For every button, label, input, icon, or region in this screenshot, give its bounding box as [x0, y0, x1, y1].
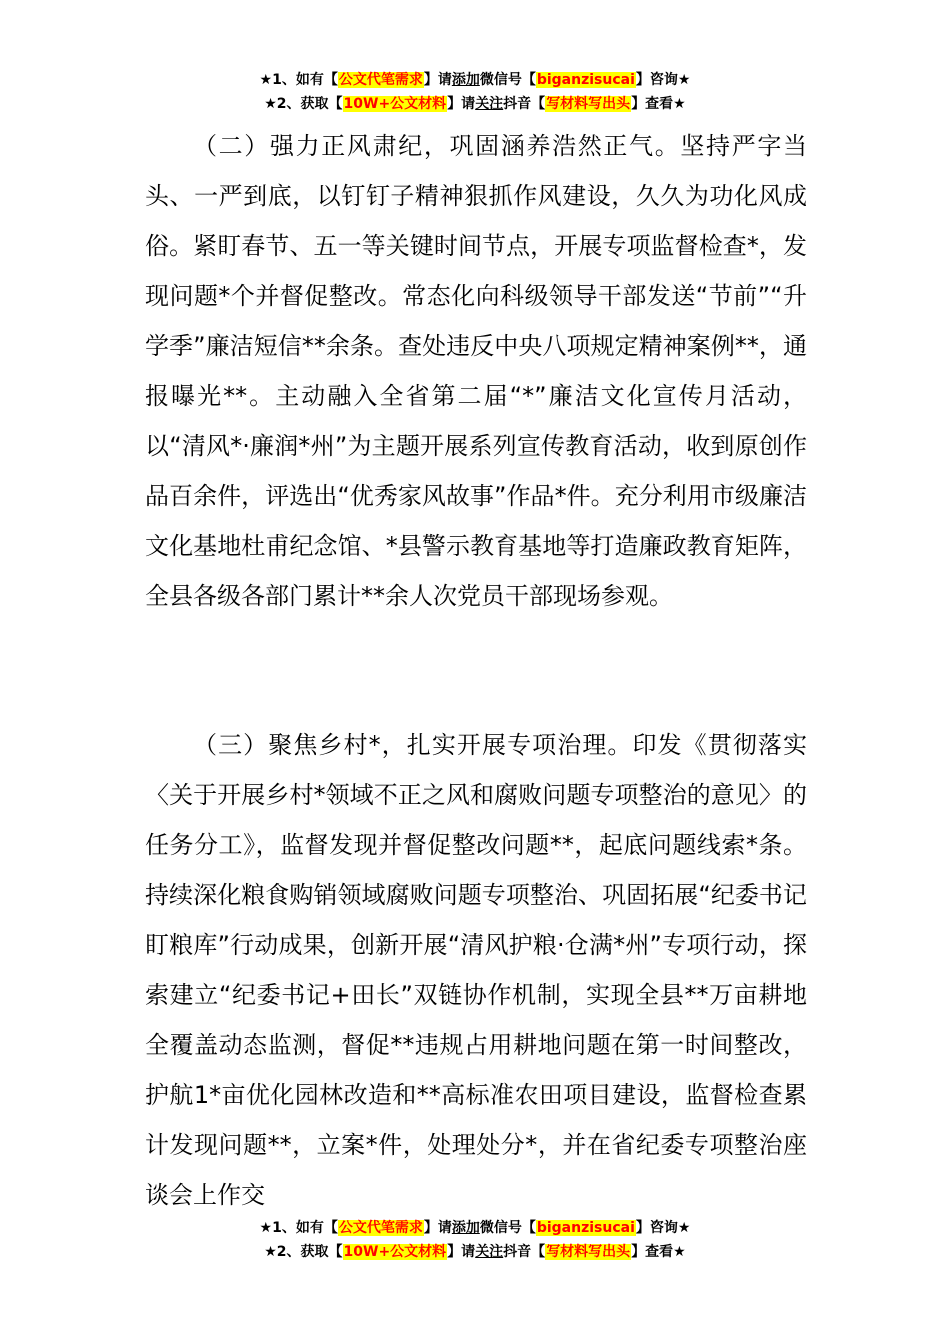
banner-text: 】查看★ [631, 96, 686, 112]
banner-text: 微信号【 [479, 1220, 536, 1236]
highlight-douyin-account: 写材料写出头 [546, 1244, 631, 1260]
banner-line-2 [0, 92, 950, 116]
banner-text: 】查看★ [631, 1244, 686, 1260]
banner-text: 微信号【 [479, 72, 536, 88]
banner-text: 】请 [447, 96, 476, 112]
banner-text: 】请 [447, 1244, 476, 1260]
highlight-wechat-id: biganzisucai [536, 72, 635, 88]
highlight-materials: 10W+公文材料 [343, 96, 447, 112]
banner-emphasis: 添加 [451, 1220, 480, 1236]
banner-line-1 [0, 1216, 950, 1240]
banner-text: 】请 [423, 72, 452, 88]
paragraph-section-3: （三）聚焦乡村*，扎实开展专项治理。印发《贯彻落实〈关于开展乡村*领域不正之风和腐败问题专项整治的意见〉的任务分工》，监督发现并督促整改问题**，起底问题线索*条。持续深化粮食购销领域腐败问题专项整治、巩固拓展“纪委书记盯粮库”行动成果，创新开展“清风护粮·仓满*州”专项行动，探索建立“纪委书记+田长”双链协作机制，实现全县**万亩耕地全覆盖动态监测，督促**违规占用耕地问题在第一时间整改，护航1*亩优化园林改造和**高标准农田项目建设，监督检查累计发现问题**，立案*件，处理处分*，并在省纪委专项整治座谈会上作交 [145, 731, 807, 1209]
banner-text: 抖音【 [503, 1244, 546, 1260]
banner-line-1 [0, 68, 950, 92]
document-body-section-3 [145, 720, 807, 1220]
banner-text: 】请 [423, 1220, 452, 1236]
highlight-douyin-account: 写材料写出头 [546, 96, 631, 112]
highlight-wechat-id: biganzisucai [536, 1220, 635, 1236]
banner-text: ★1、如有【 [259, 72, 338, 88]
banner-emphasis: 关注 [475, 1244, 504, 1260]
banner-line-2 [0, 1240, 950, 1264]
banner-text: ★1、如有【 [259, 1220, 338, 1236]
banner-text: 】咨询★ [635, 1220, 691, 1236]
paragraph-section-2: （二）强力正风肃纪，巩固涵养浩然正气。坚持严字当头、一严到底，以钉钉子精神狠抓作风建设，久久为功化风成俗。紧盯春节、五一等关键时间节点，开展专项监督检查*，发现问题*个并督促整改。常态化向科级领导干部发送“节前”“升学季”廉洁短信**余条。查处违反中央八项规定精神案例**，通报曝光**。主动融入全省第二届“*”廉洁文化宣传月活动，以“清风*·廉润*州”为主题开展系列宣传教育活动，收到原创作品百余件，评选出“优秀家风故事”作品*件。充分利用市级廉洁文化基地杜甫纪念馆、*县警示教育基地等打造廉政教育矩阵，全县各级各部门累计**余人次党员干部现场参观。 [145, 132, 807, 610]
highlight-materials: 10W+公文材料 [343, 1244, 447, 1260]
banner-text: 抖音【 [503, 96, 546, 112]
document-body-section-2 [145, 121, 807, 621]
banner-text: ★2、获取【 [264, 1244, 343, 1260]
banner-emphasis: 添加 [451, 72, 480, 88]
header-banner [0, 68, 950, 116]
banner-text: 】咨询★ [635, 72, 691, 88]
banner-emphasis: 关注 [475, 96, 504, 112]
footer-banner [0, 1216, 950, 1264]
banner-text: ★2、获取【 [264, 96, 343, 112]
highlight-ghostwriting: 公文代笔需求 [338, 1220, 423, 1236]
highlight-ghostwriting: 公文代笔需求 [338, 72, 423, 88]
